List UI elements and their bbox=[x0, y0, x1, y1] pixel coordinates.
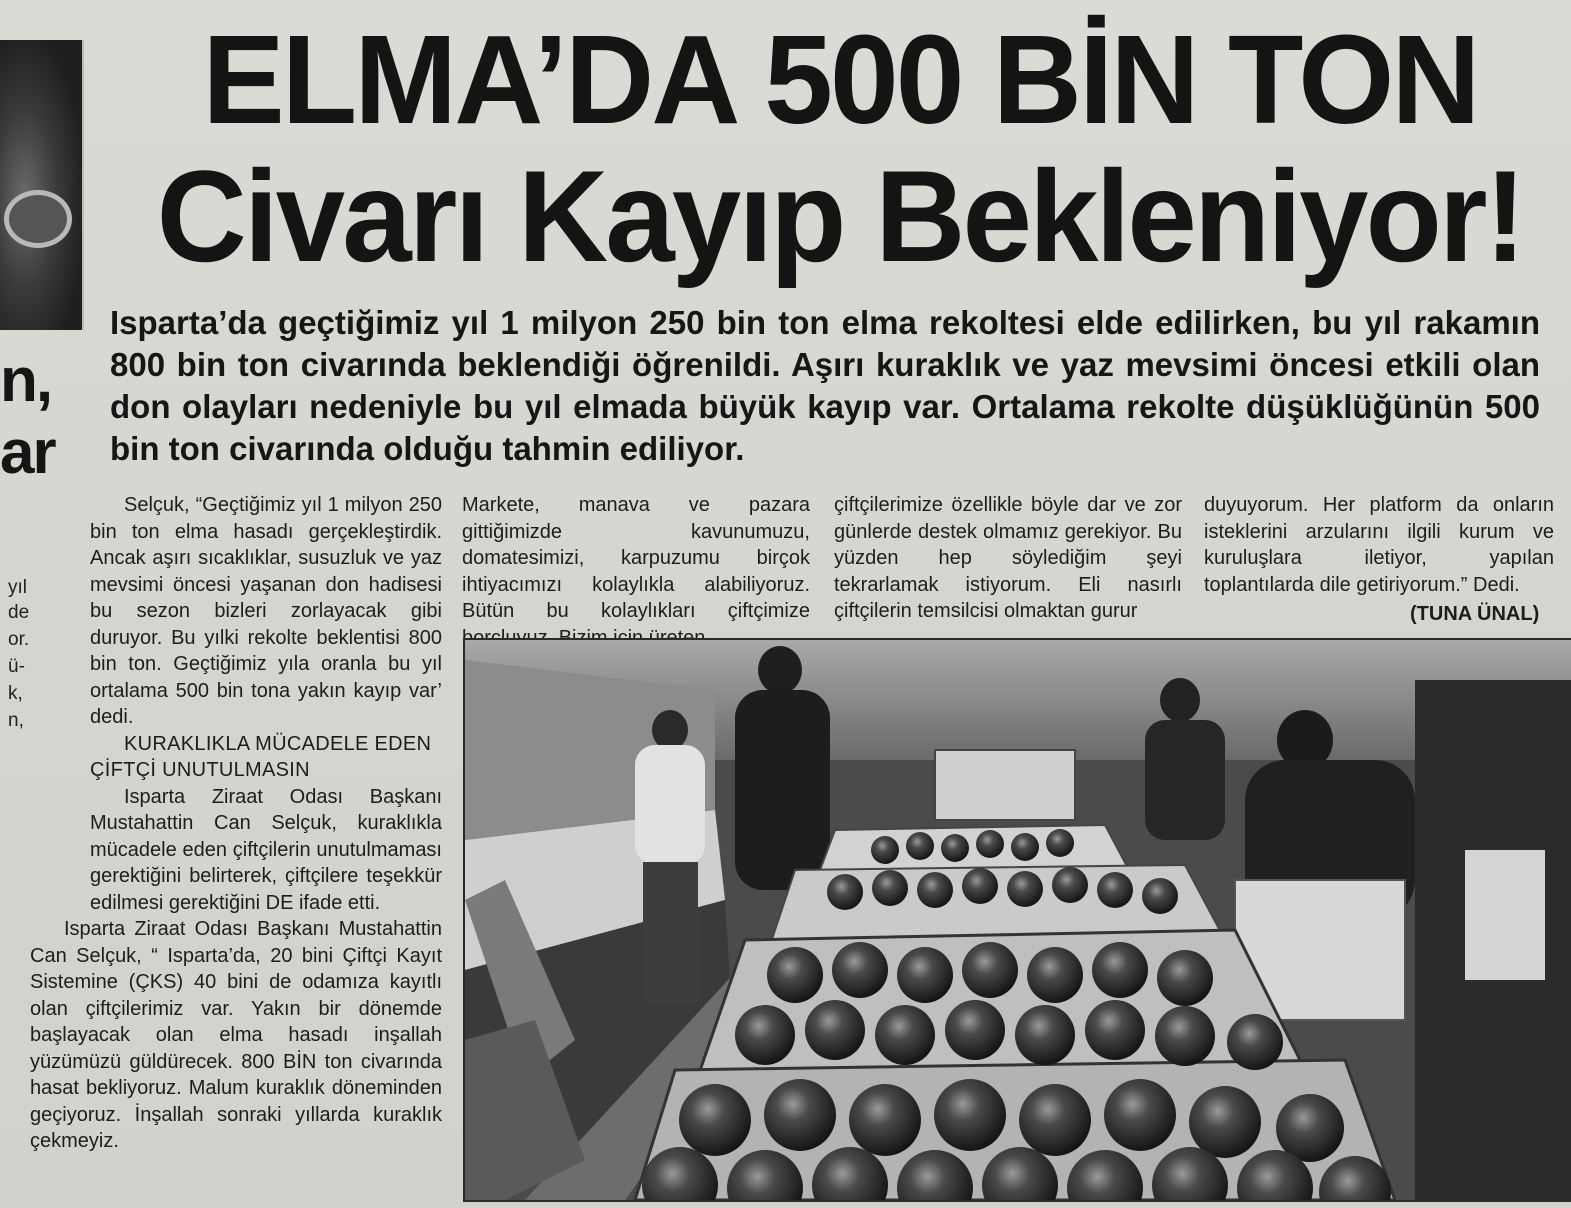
adjacent-headline-fragment-2: ar bbox=[0, 418, 55, 487]
headline-line-1: ELMA’DA 500 BİN TON bbox=[202, 9, 1478, 150]
column-1-paragraph-3: Isparta Ziraat Odası Başkanı Mustahattin Can Selçuk, “ Isparta’da, 20 bini Çiftçi Kayıt Sistemine (ÇKS) 40 bini de odamıza kayıtlı olan çiftçilerimiz var. Yakın bir dönemde başlayacak olan elma hasadı inşallah yüzümüzü güldürecek. 800 BİN ton civarında hasat bekliyoruz. Malum kuraklık döneminden geçiyoruz. İnşallah sonraki yıllarda kuraklık çekmeyiz. bbox=[30, 918, 442, 1152]
photo-illustration bbox=[465, 640, 1571, 1200]
article-column-2 bbox=[462, 492, 810, 651]
adjacent-text-fragment: yıl bbox=[8, 577, 27, 598]
adjacent-text-fragment: de bbox=[8, 602, 30, 623]
column-2-paragraph: Markete, manava ve pazara gittiğimizde kavunumuzu, domatesimizi, karpuzumu birçok ihtiyacımızı kolaylıkla alabiliyoruz. Bütün bu kolaylıkları çiftçimize bbox=[462, 494, 810, 622]
column-4-paragraph: duyuyorum. Her platform da onların isteklerini arzularını ilgili kurum ve kuruluşlara iletiyor, yapılan toplantılarda dile getiriyorum.” Dedi. bbox=[1204, 494, 1554, 596]
article-byline: (TUNA ÜNAL) bbox=[1410, 603, 1540, 625]
headline-line-2: Civarı Kayıp Bekleniyor! bbox=[156, 143, 1524, 289]
adjacent-photo-object bbox=[4, 190, 72, 248]
article-column-1 bbox=[30, 492, 442, 1155]
article-lead: Isparta’da geçtiğimiz yıl 1 milyon 250 bin ton elma rekoltesi elde edilirken, bu yıl rakamın 800 bin ton civarında beklendiği öğrenildi. Aşırı kuraklık ve yaz mevsimi öncesi etkili olan don olayları nedeniyle bu yıl elmada büyük kayıp var. Ortalama rekolte düşüklüğünün 500 bin ton civarında olduğu tahmin ediliyor. bbox=[110, 304, 1540, 467]
adjacent-text-fragment: n, bbox=[8, 710, 24, 731]
adjacent-text-fragment: k, bbox=[8, 683, 23, 704]
adjacent-text-fragment: or. bbox=[8, 629, 30, 650]
adjacent-article-photo bbox=[0, 40, 84, 330]
article-column-4 bbox=[1204, 492, 1554, 598]
adjacent-text-fragment: ü- bbox=[8, 656, 25, 677]
adjacent-headline-fragment-1: n, bbox=[0, 346, 52, 415]
column-1-paragraph-2: Isparta Ziraat Odası Başkanı Mustahattin Can Selçuk, kuraklıkla mücadele eden çiftçilerin unutulmaması gerektiğini belirterek, çiftçilere teşekkür edilmesi gerektiğini DE ifade etti. bbox=[90, 785, 442, 914]
article-subhead: KURAKLIKLA MÜCADELE EDEN ÇİFTÇİ UNUTULMASIN bbox=[90, 732, 432, 781]
article-photo-apple-warehouse bbox=[463, 638, 1571, 1202]
article-column-3 bbox=[834, 492, 1182, 625]
column-1-paragraph-1: Selçuk, “Geçtiğimiz yıl 1 milyon 250 bin ton elma hasadı gerçekleştirdik. Ancak aşırı sıcaklıklar, susuzluk ve yaz mevsimi öncesi yaşanan don hadisesi bu sezon bizleri zorlayacak gibi duruyor. Bu yılki rekolte beklentisi 800 bin ton. Geçtiğimiz yıla oranla bu yıl ortalama 500 bin tona yakın kayıp var’ dedi. bbox=[90, 494, 442, 728]
column-3-paragraph: çiftçilerimize özellikle böyle dar ve zor günlerde destek olmamız gerekiyor. Bu yüzden hep söylediğim şeyi tekrarlamak istiyorum. Eli nasırlı çiftçilerin temsilcisi olmaktan gurur bbox=[834, 494, 1182, 622]
article-headline bbox=[120, 9, 1560, 289]
